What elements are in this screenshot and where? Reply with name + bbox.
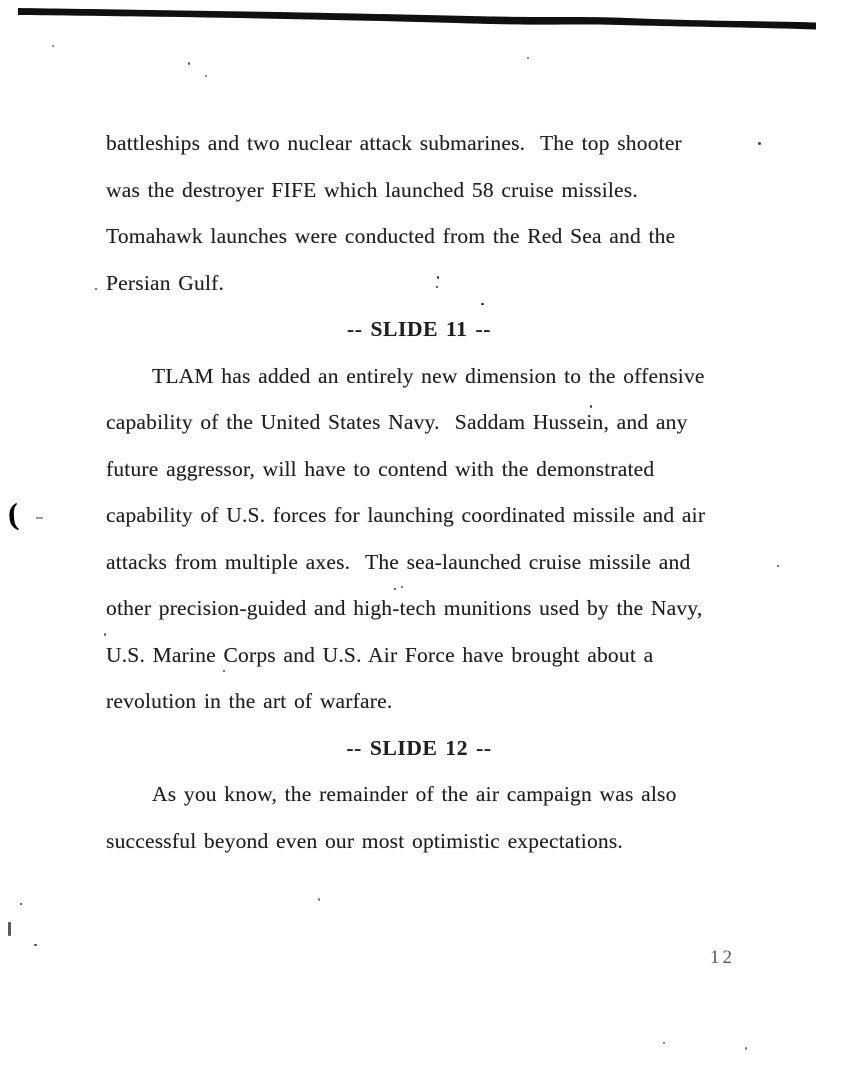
scan-speck <box>481 303 484 305</box>
text-line: was the destroyer FIFE which launched 58 cruise missiles. <box>106 177 638 202</box>
document-body <box>106 120 750 864</box>
scan-speck <box>590 405 592 408</box>
text-line: battleships and two nuclear attack submarines. The top shooter <box>106 131 682 155</box>
text-line: Tomahawk launches were conducted from the Red Sea and the <box>106 224 676 248</box>
scan-speck <box>437 276 439 279</box>
scan-speck <box>745 1047 747 1050</box>
scan-speck <box>36 517 43 519</box>
scan-speck <box>223 670 225 672</box>
scan-speck <box>758 142 761 145</box>
scan-speck <box>188 62 190 65</box>
scan-speck <box>205 75 207 77</box>
scan-speck <box>663 1042 665 1044</box>
slide-11-heading: -- SLIDE 11 -- <box>346 317 491 341</box>
scan-speck <box>34 944 37 946</box>
text-line: attacks from multiple axes. The sea-launched cruise missile and <box>106 549 691 574</box>
text-line: U.S. Marine Corps and U.S. Air Force have brought about a <box>106 642 654 667</box>
scan-speck <box>777 565 779 567</box>
text-line: other precision-guided and high-tech munitions used by the Navy, <box>106 596 703 620</box>
scan-margin-mark <box>8 922 11 936</box>
page-number: 12 <box>710 947 735 968</box>
scan-artifact-top-bar <box>0 0 850 42</box>
scan-margin-mark: ( <box>6 497 20 532</box>
scan-speck <box>401 586 403 588</box>
slide-12-heading: -- SLIDE 12 -- <box>346 735 492 760</box>
text-line: future aggressor, will have to contend with the demonstrated <box>106 456 655 481</box>
scan-speck <box>436 286 438 288</box>
scan-speck <box>394 588 396 590</box>
text-line: successful beyond even our most optimistic expectations. <box>106 828 623 853</box>
scan-speck <box>527 57 529 59</box>
scan-speck <box>104 633 106 636</box>
scan-speck <box>52 45 54 47</box>
text-line: Persian Gulf. <box>106 270 225 295</box>
text-line: As you know, the remainder of the air campaign was also <box>152 782 677 806</box>
scan-speck <box>318 898 320 901</box>
scan-speck <box>20 903 22 905</box>
text-line: capability of the United States Navy. Saddam Hussein, and any <box>106 410 688 434</box>
text-line: TLAM has added an entirely new dimension to the offensive <box>152 363 705 388</box>
scan-speck <box>95 288 97 290</box>
text-line: revolution in the art of warfare. <box>106 689 393 713</box>
text-line: capability of U.S. forces for launching coordinated missile and air <box>106 503 706 527</box>
